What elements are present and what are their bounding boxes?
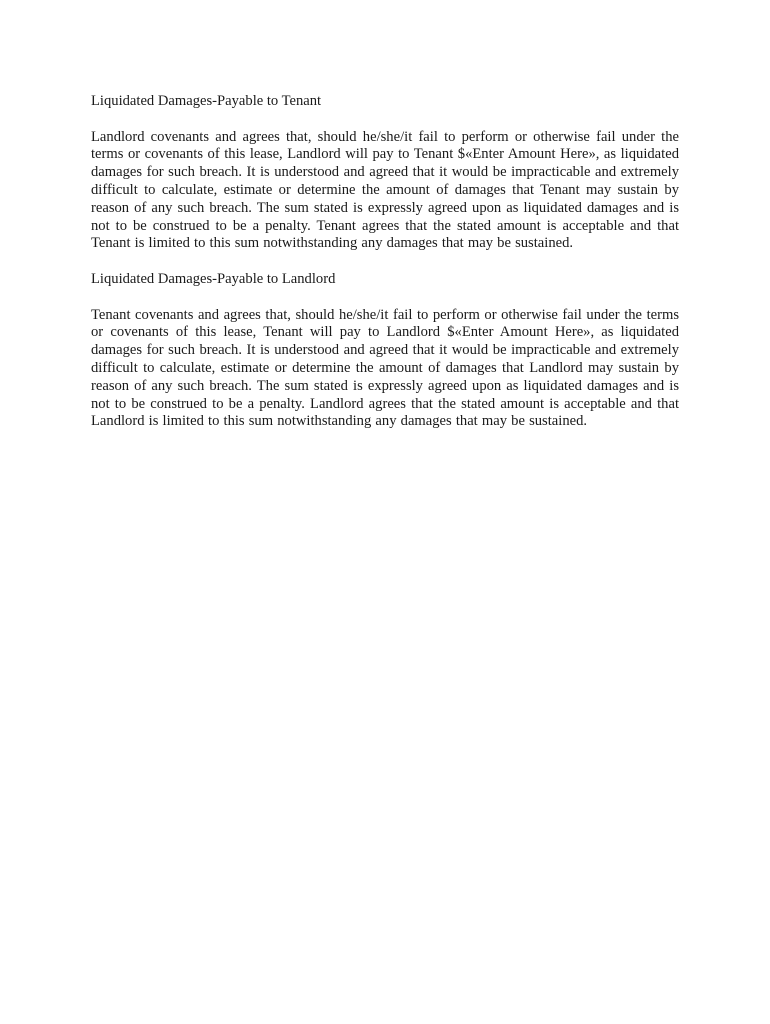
section-landlord-damages bbox=[91, 271, 679, 431]
section-tenant-damages bbox=[91, 93, 679, 253]
section-paragraph: Tenant covenants and agrees that, should he/she/it fail to perform or otherwise fail under the terms or covenants of this lease, Tenant will pay to Landlord $«Enter Amount Here», as liquidated damages for such breach. It is understood and agreed that it would be impracticable and extremely difficult to calculate, estimate or determine the amount of damages that Landlord may sustain by reason of any such breach. The sum stated is expressly agreed upon as liquidated damages and is not to be construed to be a penalty. Landlord agrees that the stated amount is acceptable and that Landlord is limited to this sum notwithstanding any damages that may be sustained. bbox=[91, 306, 679, 430]
document-content bbox=[91, 93, 679, 449]
section-paragraph: Landlord covenants and agrees that, should he/she/it fail to perform or otherwise fail under the terms or covenants of this lease, Landlord will pay to Tenant $«Enter Amount Here», as liquidated damages for such breach. It is understood and agreed that it would be impracticable and extremely difficult to calculate, estimate or determine the amount of damages that Tenant may sustain by reason of any such breach. The sum stated is expressly agreed upon as liquidated damages and is not to be construed to be a penalty. Tenant agrees that the stated amount is acceptable and that Tenant is limited to this sum notwithstanding any damages that may be sustained. bbox=[91, 128, 679, 252]
section-heading: Liquidated Damages-Payable to Tenant bbox=[91, 93, 322, 109]
section-heading: Liquidated Damages-Payable to Landlord bbox=[91, 270, 336, 287]
